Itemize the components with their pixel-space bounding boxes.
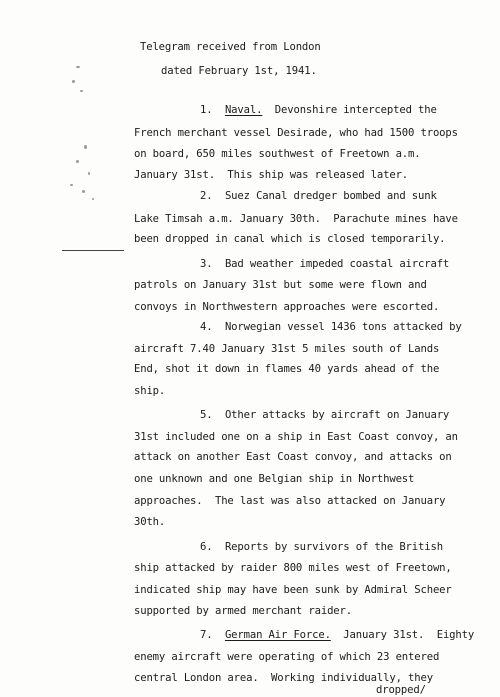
paragraph-number: 2. xyxy=(200,190,213,202)
margin-mark xyxy=(84,145,87,149)
header-line-1: Telegram received from London xyxy=(140,41,321,53)
margin-mark xyxy=(70,184,73,186)
paragraph-number: 1. xyxy=(200,104,213,116)
paragraph-number: 7. xyxy=(200,629,213,641)
paragraph-line: been dropped in canal which is closed temporarily. xyxy=(134,233,446,245)
paragraph-line: central London area. Working individually, they xyxy=(134,672,433,684)
margin-rule xyxy=(62,250,124,251)
paragraph-line: convoys in Northwestern approaches were escorted. xyxy=(134,301,440,313)
paragraph-first-line: 7. German Air Force. January 31st. Eighty xyxy=(200,629,475,641)
paragraph-number: 5. xyxy=(200,409,213,421)
paragraph-line: 30th. xyxy=(134,516,166,528)
section-heading: Naval. xyxy=(224,104,263,116)
paragraph-number: 6. xyxy=(200,541,213,553)
paragraph-line: attack on another East Coast convoy, and attacks on xyxy=(134,451,452,463)
paragraph-number: 3. xyxy=(200,258,213,270)
paragraph-line: enemy aircraft were operating of which 23 entered xyxy=(134,651,440,663)
paragraph-first-line: 6. Reports by survivors of the British xyxy=(200,541,443,553)
paragraph-line: ship. xyxy=(134,385,166,397)
margin-mark xyxy=(82,190,85,193)
margin-mark xyxy=(92,198,94,200)
paragraph-line: aircraft 7.40 January 31st 5 miles south of Lands xyxy=(134,343,440,355)
catchword: dropped/ xyxy=(376,684,426,696)
paragraph-line: 31st included one on a ship in East Coast convoy, an xyxy=(134,431,458,443)
paragraph-line: on board, 650 miles southwest of Freetown a.m. xyxy=(134,148,421,160)
margin-mark xyxy=(76,160,79,163)
paragraph-first-line: 2. Suez Canal dredger bombed and sunk xyxy=(200,190,437,202)
header-line-2: dated February 1st, 1941. xyxy=(161,65,317,77)
paragraph-first-line: 1. Naval. Devonshire intercepted the xyxy=(200,104,437,116)
section-heading: German Air Force. xyxy=(224,629,331,641)
margin-mark xyxy=(72,80,75,83)
paragraph-line: ship attacked by raider 800 miles west of Freetown, xyxy=(134,562,452,574)
paragraph-line: January 31st. This ship was released later. xyxy=(134,169,409,181)
margin-mark xyxy=(76,66,80,68)
paragraph-line: one unknown and one Belgian ship in Northwest xyxy=(134,473,415,485)
paragraph-line: French merchant vessel Desirade, who had 1500 troops xyxy=(134,127,458,139)
paragraph-first-line: 5. Other attacks by aircraft on January xyxy=(200,409,450,421)
paragraph-line: Lake Timsah a.m. January 30th. Parachute mines have xyxy=(134,213,458,225)
margin-mark xyxy=(88,172,90,175)
paragraph-first-line: 3. Bad weather impeded coastal aircraft xyxy=(200,258,450,270)
paragraph-number: 4. xyxy=(200,321,213,333)
paragraph-line: indicated ship may have been sunk by Admiral Scheer xyxy=(134,584,452,596)
paragraph-line: supported by armed merchant raider. xyxy=(134,605,352,617)
paragraph-line: End, shot it down in flames 40 yards ahead of the xyxy=(134,363,440,375)
paragraph-line: approaches. The last was also attacked on January xyxy=(134,495,446,507)
margin-mark xyxy=(80,90,83,92)
paragraph-line: patrols on January 31st but some were flown and xyxy=(134,279,427,291)
paragraph-first-line: 4. Norwegian vessel 1436 tons attacked by xyxy=(200,321,462,333)
